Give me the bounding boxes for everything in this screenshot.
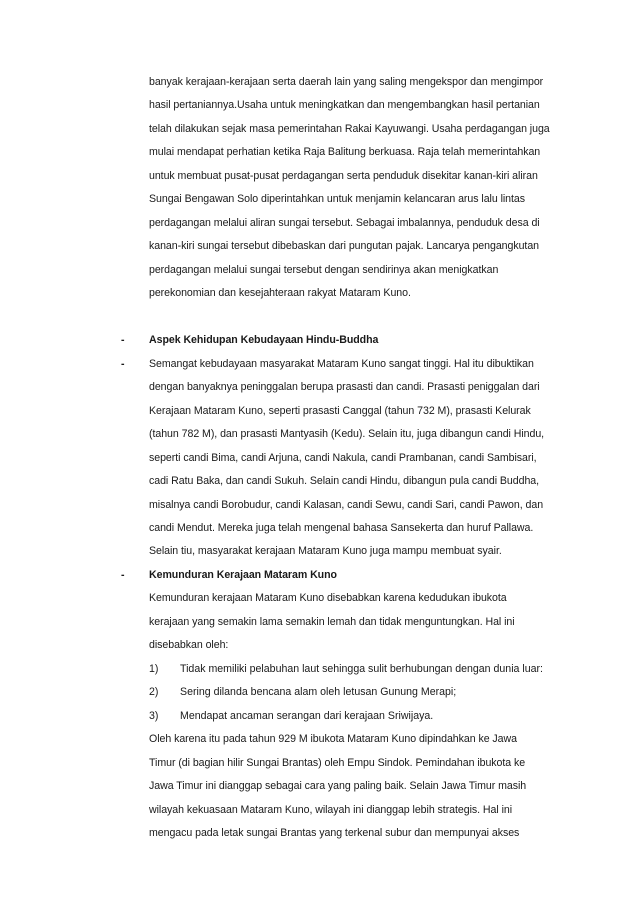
paragraph-line: misalnya candi Borobudur, candi Kalasan, candi Sewu, candi Sari, candi Pawon, dan <box>149 499 544 511</box>
paragraph-line: dengan banyaknya peninggalan berupa prasasti dan candi. Prasasti peniggalan dari <box>149 381 540 393</box>
paragraph-line: Kerajaan Mataram Kuno, seperti prasasti Canggal (tahun 732 M), prasasti Kelurak <box>149 405 531 417</box>
paragraph-line: seperti candi Bima, candi Arjuna, candi Nakula, candi Prambanan, candi Sambisari, <box>149 452 537 464</box>
paragraph-line: perekonomian dan kesejahteraan rakyat Mataram Kuno. <box>149 287 411 299</box>
list-item: Mendapat ancaman serangan dari kerajaan Sriwijaya. <box>180 710 434 722</box>
paragraph-line: Jawa Timur ini dianggap sebagai cara yang paling baik. Selain Jawa Timur masih <box>149 780 527 792</box>
paragraph-line: mengacu pada letak sungai Brantas yang terkenal subur dan mempunyai akses <box>149 827 520 839</box>
section-heading-culture: Aspek Kehidupan Kebudayaan Hindu-Buddha <box>149 334 379 346</box>
paragraph-line: Oleh karena itu pada tahun 929 M ibukota Mataram Kuno dipindahkan ke Jawa <box>149 733 517 745</box>
paragraph-line: telah dilakukan sejak masa pemerintahan Rakai Kayuwangi. Usaha perdagangan juga <box>149 123 550 135</box>
paragraph-line: disebabkan oleh: <box>149 639 229 651</box>
paragraph-line: wilayah kekuasaan Mataram Kuno, wilayah ini dianggap lebih strategis. Hal ini <box>149 804 513 816</box>
paragraph-line: Sungai Bengawan Solo diperintahkan untuk menjamin kelancaran arus lalu lintas <box>149 193 525 205</box>
paragraph-line: untuk membuat pusat-pusat perdagangan serta penduduk disekitar kanan-kiri aliran <box>149 170 538 182</box>
list-item: Tidak memiliki pelabuhan laut sehingga sulit berhubungan dengan dunia luar: <box>180 663 543 675</box>
paragraph-line: kerajaan yang semakin lama semakin lemah dan tidak menguntungkan. Hal ini <box>149 616 515 628</box>
paragraph-line: (tahun 782 M), dan prasasti Mantyasih (Kedu). Selain itu, juga dibangun candi Hindu, <box>149 428 545 440</box>
paragraph-line: perdagangan melalui aliran sungai tersebut. Sebagai imbalannya, penduduk desa di <box>149 217 540 229</box>
paragraph-line: Kemunduran kerajaan Mataram Kuno disebabkan karena kedudukan ibukota <box>149 592 507 604</box>
paragraph-line: kanan-kiri sungai tersebut dibebaskan dari pungutan pajak. Lancarya pengangkutan <box>149 240 540 252</box>
bullet-dash: - <box>121 569 125 581</box>
list-item: Sering dilanda bencana alam oleh letusan Gunung Merapi; <box>180 686 457 698</box>
paragraph-line: banyak kerajaan-kerajaan serta daerah lain yang saling mengekspor dan mengimpor <box>149 76 544 88</box>
paragraph-line: mulai mendapat perhatian ketika Raja Balitung berkuasa. Raja telah memerintahkan <box>149 146 541 158</box>
paragraph-line: perdagangan melalui sungai tersebut dengan sendirinya akan menigkatkan <box>149 264 499 276</box>
list-number: 3) <box>149 710 159 722</box>
paragraph-line: candi Mendut. Mereka juga telah mengenal bahasa Sansekerta dan huruf Pallawa. <box>149 522 534 534</box>
paragraph-line: hasil pertaniannya.Usaha untuk meningkatkan dan mengembangkan hasil pertanian <box>149 99 540 111</box>
list-number: 1) <box>149 663 159 675</box>
paragraph-line: Selain tiu, masyarakat kerajaan Mataram Kuno juga mampu membuat syair. <box>149 545 502 557</box>
section-heading-decline: Kemunduran Kerajaan Mataram Kuno <box>149 569 337 581</box>
bullet-dash: - <box>121 334 125 346</box>
paragraph-line: Timur (di bagian hilir Sungai Brantas) oleh Empu Sindok. Pemindahan ibukota ke <box>149 757 526 769</box>
list-number: 2) <box>149 686 159 698</box>
paragraph-line: cadi Ratu Baka, dan candi Sukuh. Selain candi Hindu, dibangun pula candi Buddha, <box>149 475 540 487</box>
bullet-dash: - <box>121 358 125 370</box>
paragraph-line: Semangat kebudayaan masyarakat Mataram Kuno sangat tinggi. Hal itu dibuktikan <box>149 358 534 370</box>
